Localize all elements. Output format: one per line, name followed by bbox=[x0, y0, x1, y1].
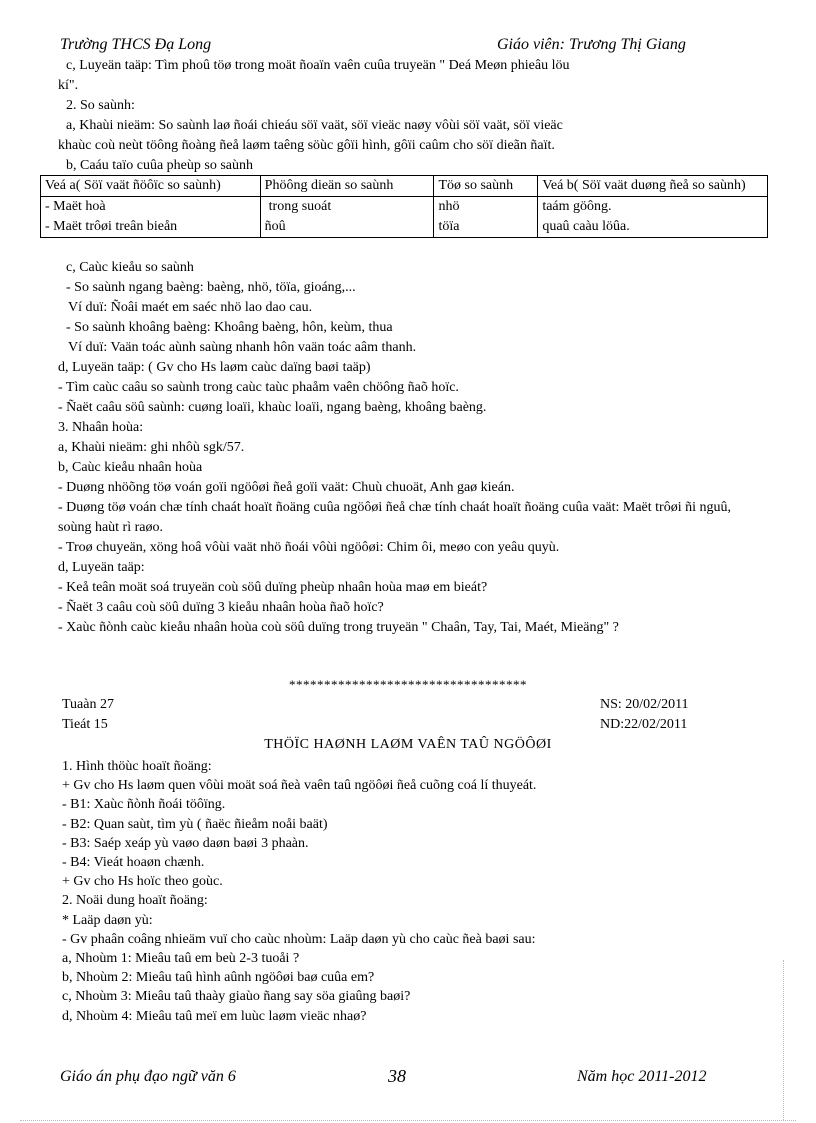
cell-line: ñoû bbox=[264, 219, 286, 234]
text-line: - Keå teân moät soá truyeän coù söû duïng pheùp nhaân hoùa maø em bieát? bbox=[58, 580, 488, 595]
comparison-table bbox=[40, 175, 768, 238]
text-line: - Ñaët 3 caâu coù söû duïng 3 kieåu nhaân hoùa ñaõ hoïc? bbox=[58, 600, 384, 615]
cell-line: nhö bbox=[438, 199, 460, 214]
table-header-cell: Veá b( Söï vaät duøng ñeå so saùnh) bbox=[538, 176, 768, 197]
text-line: - Ñaët caâu söû saùnh: cuøng loaïi, khaùc loaïi, ngang baèng, khoâng baèng. bbox=[58, 400, 487, 415]
page-bottom-line bbox=[20, 1120, 796, 1121]
text-line: 2. So saùnh: bbox=[66, 98, 135, 113]
table-header-row bbox=[41, 176, 768, 197]
footer-title: Giáo án phụ đạo ngữ văn 6 bbox=[60, 1068, 236, 1085]
text-line: - So saùnh khoâng baèng: Khoâng baèng, hôn, keùm, thua bbox=[66, 320, 393, 335]
cell-line: taám göông. bbox=[542, 199, 612, 214]
text-line: - B1: Xaùc ñònh ñoái töôïng. bbox=[62, 797, 226, 813]
text-line: a, Nhoùm 1: Mieâu taû em beù 2-3 tuoåi ? bbox=[62, 951, 300, 967]
page-edge-line bbox=[783, 960, 784, 1120]
lesson-nd-date: ND:22/02/2011 bbox=[600, 717, 688, 732]
table-header-cell: Phöông dieän so saùnh bbox=[260, 176, 434, 197]
header-school: Trường THCS Đạ Long bbox=[60, 36, 212, 53]
text-line: Ví duï: Ñoâi maét em saéc nhö lao dao cau. bbox=[68, 300, 313, 315]
lesson-week: Tuaàn 27 bbox=[62, 697, 114, 712]
lesson-title: THÖÏC HAØNH LAØM VAÊN TAÛ NGÖÔØI bbox=[264, 737, 552, 752]
page-number: 38 bbox=[388, 1066, 406, 1086]
text-line: - Gv phaân coâng nhieäm vuï cho caùc nhoùm: Laäp daøn yù cho caùc ñeà baøi sau: bbox=[62, 931, 536, 947]
table-row bbox=[41, 197, 768, 238]
table-header-cell: Veá a( Söï vaät ñöôïc so saùnh) bbox=[41, 176, 261, 197]
text-line: - Troø chuyeän, xöng hoâ vôùi vaät nhö ñoái vôùi ngöôøi: Chim ôi, meøo con yeâu quyù. bbox=[58, 540, 560, 555]
text-line: kí". bbox=[58, 78, 79, 93]
text-line: 2. Noäi dung hoaït ñoäng: bbox=[62, 893, 208, 909]
section-divider: ********************************** bbox=[289, 677, 527, 692]
intro-section bbox=[58, 56, 736, 176]
text-line: b, Caáu taïo cuûa pheùp so saùnh bbox=[66, 158, 254, 173]
lesson-body bbox=[58, 258, 736, 638]
text-line: - Duøng töø voán chæ tính chaát hoaït ñoäng cuûa ngöôøi ñeå chæ tính chaát hoaït ñoäng cuûa vaät: Maët trôøi ñi nguû, soùng haùt rì raøo. bbox=[58, 500, 731, 535]
text-line: khaùc coù neùt töông ñoàng ñeå laøm taêng söùc gôïi hình, gôïi caûm cho söï dieãn ñaït. bbox=[58, 138, 555, 153]
cell-line: töïa bbox=[438, 219, 460, 234]
text-line: Ví duï: Vaän toác aùnh saùng nhanh hôn vaän toác aâm thanh. bbox=[68, 340, 417, 355]
text-line: - Tìm caùc caâu so saùnh trong caùc taùc phaåm vaên chöông ñaõ hoïc. bbox=[58, 380, 459, 395]
cell-line: quaû caàu löûa. bbox=[542, 219, 630, 234]
text-line: - Xaùc ñònh caùc kieåu nhaân hoùa coù söû duïng trong truyeän " Chaân, Tay, Tai, Maét, Mieäng" ? bbox=[58, 620, 619, 635]
text-line: c, Nhoùm 3: Mieâu taû thaày giaùo ñang say söa giaûng baøi? bbox=[62, 989, 411, 1005]
header-teacher: Giáo viên: Trương Thị Giang bbox=[497, 36, 686, 53]
text-line: c, Caùc kieåu so saùnh bbox=[66, 260, 194, 275]
text-line: d, Nhoùm 4: Mieâu taû meï em luùc laøm vieäc nhaø? bbox=[62, 1008, 367, 1024]
lesson-period: Tieát 15 bbox=[62, 717, 108, 732]
table-cell bbox=[41, 197, 261, 238]
table-cell bbox=[260, 197, 434, 238]
text-line: - B4: Vieát hoaøn chænh. bbox=[62, 855, 205, 871]
text-line: - B3: Saép xeáp yù vaøo daøn baøi 3 phaàn. bbox=[62, 835, 309, 851]
text-line: b, Caùc kieåu nhaân hoùa bbox=[58, 460, 203, 475]
lesson-ns-date: NS: 20/02/2011 bbox=[600, 697, 689, 712]
table-cell bbox=[434, 197, 538, 238]
cell-line: - Maët hoà bbox=[45, 199, 106, 214]
text-line: 1. Hình thöùc hoaït ñoäng: bbox=[62, 759, 212, 774]
text-line: + Gv cho Hs hoïc theo goùc. bbox=[62, 874, 223, 890]
text-line: d, Luyeän taäp: ( Gv cho Hs laøm caùc daïng baøi taäp) bbox=[58, 360, 371, 375]
text-line: * Laäp daøn yù: bbox=[62, 912, 153, 928]
text-line: - So saùnh ngang baèng: baèng, nhö, töïa, gioáng,... bbox=[66, 280, 356, 295]
cell-line: trong suoát bbox=[268, 199, 332, 214]
text-line: + Gv cho Hs laøm quen vôùi moät soá ñeà vaên taû ngöôøi ñeå cuõng coá lí thuyeát. bbox=[62, 778, 537, 794]
text-line: c, Luyeän taäp: Tìm phoû töø trong moät ñoaïn vaên cuûa truyeän " Deá Meøn phieâu löu bbox=[66, 58, 570, 73]
table-header-cell: Töø so saùnh bbox=[434, 176, 538, 197]
text-line: b, Nhoùm 2: Mieâu taû hình aûnh ngöôøi baø cuûa em? bbox=[62, 970, 375, 986]
text-line: a, Khaùi nieäm: So saùnh laø ñoái chieáu söï vaät, söï vieäc naøy vôùi söï vaät, söï vieäc bbox=[66, 118, 563, 133]
text-line: - B2: Quan saùt, tìm yù ( ñaëc ñieåm noåi baät) bbox=[62, 816, 328, 832]
text-line: 3. Nhaân hoùa: bbox=[58, 420, 144, 435]
text-line: a, Khaùi nieäm: ghi nhôù sgk/57. bbox=[58, 440, 245, 455]
table-cell bbox=[538, 197, 768, 238]
text-line: d, Luyeän taäp: bbox=[58, 560, 145, 575]
text-line: - Duøng nhöõng töø voán goïi ngöôøi ñeå goïi vaät: Chuù chuoät, Anh gaø kieán. bbox=[58, 480, 515, 495]
footer-school-year: Năm học 2011-2012 bbox=[577, 1068, 707, 1085]
lesson-activities bbox=[62, 757, 742, 1026]
cell-line: - Maët trôøi treân bieån bbox=[45, 219, 178, 234]
